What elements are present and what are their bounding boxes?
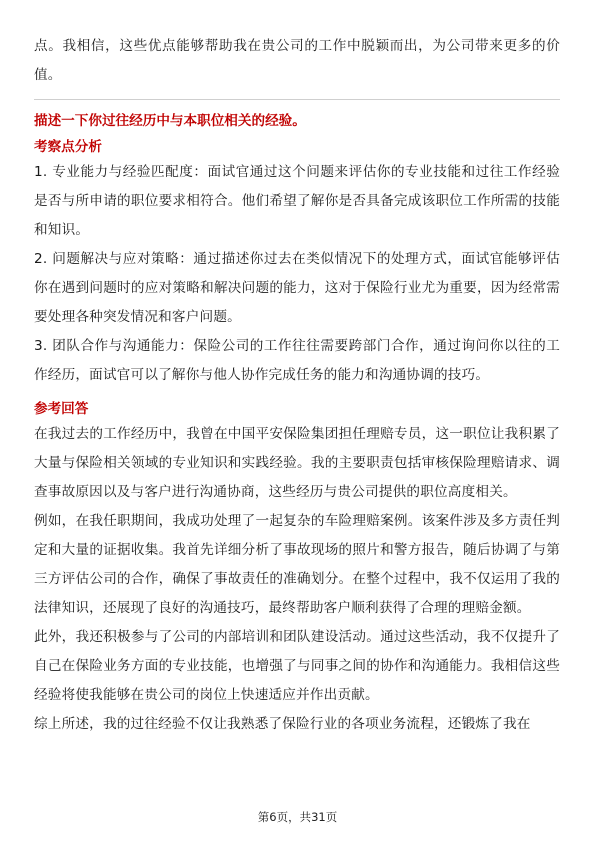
interview-question: 描述一下你过往经历中与本职位相关的经验。 (34, 113, 306, 129)
intro-paragraph: 点。我相信，这些优点能够帮助我在贵公司的工作中脱颖而出，为公司带来更多的价值。 (34, 38, 560, 83)
section-divider (34, 99, 560, 100)
analysis-item: 2. 问题解决与应对策略：通过描述你过去在类似情况下的处理方式，面试官能够评估你在遇到问题时的应对策略和解决问题的能力，这对于保险行业尤为重要，因为经常需要处理各种突发情况和客户问题。 (34, 251, 560, 325)
document-page (34, 32, 560, 739)
answer-paragraph: 综上所述，我的过往经验不仅让我熟悉了保险行业的各项业务流程，还锻炼了我在 (34, 716, 531, 732)
answer-heading: 参考回答 (34, 401, 89, 417)
page-number: 第6页，共31页 (257, 810, 338, 824)
analysis-item: 3. 团队合作与沟通能力：保险公司的工作往往需要跨部门合作，通过询问你以往的工作经历，面试官可以了解你与他人协作完成任务的能力和沟通协调的技巧。 (34, 338, 560, 383)
answer-paragraph: 此外，我还积极参与了公司的内部培训和团队建设活动。通过这些活动，我不仅提升了自己在保险业务方面的专业技能，也增强了与同事之间的协作和沟通能力。我相信这些经验将使我能够在贵公司的岗位上快速适应并作出贡献。 (34, 629, 560, 703)
answer-paragraph: 在我过去的工作经历中，我曾在中国平安保险集团担任理赔专员，这一职位让我积累了大量与保险相关领域的专业知识和实践经验。我的主要职责包括审核保险理赔请求、调查事故原因以及与客户进行沟通协商，这些经历与贵公司提供的职位高度相关。 (34, 426, 560, 500)
answer-paragraph: 例如，在我任职期间，我成功处理了一起复杂的车险理赔案例。该案件涉及多方责任判定和大量的证据收集。我首先详细分析了事故现场的照片和警方报告，随后协调了与第三方评估公司的合作，确保了事故责任的准确划分。在整个过程中，我不仅运用了我的法律知识，还展现了良好的沟通技巧，最终帮助客户顺利获得了合理的理赔金额。 (34, 513, 560, 616)
analysis-heading: 考察点分析 (34, 139, 102, 155)
analysis-item: 1. 专业能力与经验匹配度：面试官通过这个问题来评估你的专业技能和过往工作经验是否与所申请的职位要求相符合。他们希望了解你是否具备完成该职位工作所需的技能和知识。 (34, 164, 560, 238)
